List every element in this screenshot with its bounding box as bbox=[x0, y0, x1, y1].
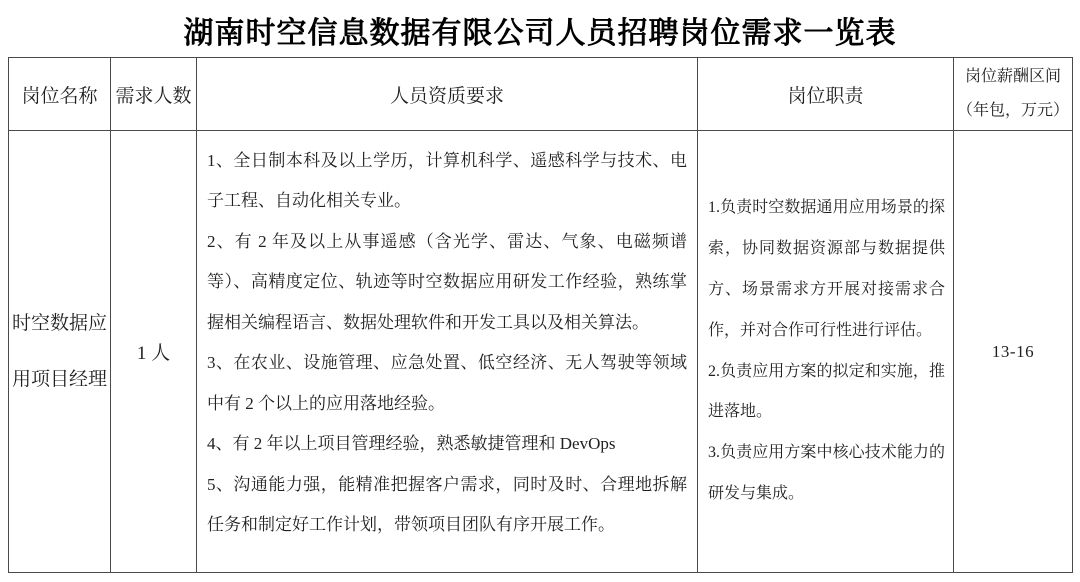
qualification-item-3: 3、在农业、设施管理、应急处置、低空经济、无人驾驶等领域中有 2 个以上的应用落地经验。 bbox=[207, 353, 687, 413]
headcount-text: 1 人 bbox=[136, 343, 171, 364]
header-position: 岗位名称 bbox=[9, 58, 111, 131]
cell-position-name bbox=[9, 131, 111, 573]
qualification-item-2: 2、有 2 年及以上从事遥感（含光学、雷达、气象、电磁频谱等）、高精度定位、轨迹等时空数据应用研发工作经验，熟练掌握相关编程语言、数据处理软件和开发工具以及相关算法。 bbox=[207, 231, 687, 332]
cell-salary-range bbox=[954, 131, 1073, 573]
cell-qualifications bbox=[197, 131, 698, 573]
responsibility-item-1: 1.负责时空数据通用应用场景的探索，协同数据资源部与数据提供方、场景需求方开展对接需求合作，并对合作可行性进行评估。 bbox=[708, 199, 945, 339]
page-title: 湖南时空信息数据有限公司人员招聘岗位需求一览表 bbox=[183, 17, 897, 50]
qualification-item-5: 5、沟通能力强，能精准把握客户需求，同时及时、合理地拆解任务和制定好工作计划，带领项目团队有序开展工作。 bbox=[207, 474, 687, 535]
responsibility-item-2: 2.负责应用方案的拟定和实施，推进落地。 bbox=[708, 362, 945, 421]
qualification-item-4: 4、有 2 年以上项目管理经验，熟悉敏捷管理和 DevOps bbox=[207, 434, 616, 454]
table-row bbox=[9, 131, 1073, 573]
header-row bbox=[9, 58, 1073, 131]
cell-responsibilities bbox=[698, 131, 954, 573]
header-salary-line2: （年包，万元） bbox=[956, 102, 1069, 119]
salary-range-text: 13-16 bbox=[991, 341, 1035, 361]
responsibility-item-3: 3.负责应用方案中核心技术能力的研发与集成。 bbox=[708, 444, 945, 502]
header-headcount: 需求人数 bbox=[111, 58, 197, 131]
header-responsibilities: 岗位职责 bbox=[698, 58, 954, 131]
header-salary-line1: 岗位薪酬区间 bbox=[964, 68, 1061, 86]
recruitment-table bbox=[8, 57, 1073, 573]
cell-headcount bbox=[111, 131, 197, 573]
qualification-item-1: 1、全日制本科及以上学历，计算机科学、遥感科学与技术、电子工程、自动化相关专业。 bbox=[207, 151, 687, 211]
header-qualifications: 人员资质要求 bbox=[197, 58, 698, 131]
header-salary bbox=[954, 58, 1073, 131]
position-name-text: 时空数据应用项目经理 bbox=[12, 313, 108, 390]
